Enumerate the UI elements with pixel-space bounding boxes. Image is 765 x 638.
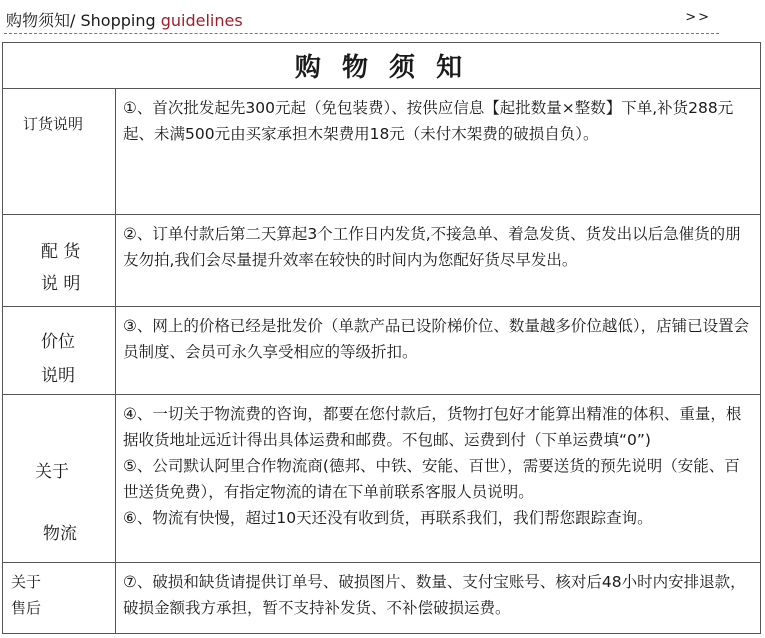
row-content-cell — [116, 215, 760, 306]
row-label-line-1: 关于 — [11, 573, 42, 591]
table-row-fulfillment — [3, 215, 760, 307]
header-title-text: 购物须知/ Shopping — [6, 11, 161, 30]
row-paragraph: ②、订单付款后第二天算起3个工作日内发货,不接急单、着急发货、货发出以后急催货的朋友勿拍,我们会尽量提升效率在较快的时间内为您配好货尽早发出。 — [123, 225, 741, 269]
row-label-cell — [3, 395, 116, 562]
row-paragraph: ③、网上的价格已经是批发价（单款产品已设阶梯价位、数量越多价位越低），店铺已设置会员制度、会员可永久享受相应的等级折扣。 — [123, 317, 750, 361]
row-label-line-1: 价位 — [41, 332, 75, 352]
row-label-line-2: 物流 — [43, 524, 77, 544]
table-row-ordering — [3, 89, 760, 215]
table-row-pricing — [3, 307, 760, 395]
row-label-line-2: 说 明 — [41, 274, 81, 294]
row-label-cell — [3, 307, 116, 394]
page-header — [4, 6, 761, 32]
row-paragraph: ①、首次批发起先300元起（免包装费）、按供应信息【起批数量×整数】下单,补货288元起、未满500元由买家承担木架费用18元（未付木架费的破损自负）。 — [123, 99, 734, 143]
row-label-line-1: 配 货 — [41, 242, 81, 262]
row-label-line-2: 售后 — [11, 599, 42, 617]
header-divider — [4, 33, 719, 34]
table-row-logistics — [3, 395, 760, 563]
row-label-cell — [3, 563, 116, 633]
row-content-cell — [116, 395, 760, 562]
row-content-cell — [116, 563, 760, 633]
row-paragraph: ④、一切关于物流费的咨询，都要在您付款后，货物打包好才能算出精准的体积、重量，根据收货地址远近计得出具体运费和邮费。不包邮、运费到付（下单运费填“0”) — [123, 405, 742, 449]
row-label-line-2: 说明 — [41, 366, 75, 386]
row-label-cell — [3, 89, 116, 214]
row-label-line-1: 关于 — [35, 462, 69, 482]
more-link[interactable]: >> — [685, 10, 711, 25]
row-paragraph: ⑤、公司默认阿里合作物流商(德邦、中铁、安能、百世），需要送货的预先说明（安能、百世送货免费），有指定物流的请在下单前联系客服人员说明。 — [123, 457, 740, 501]
row-label: 订货说明 — [23, 115, 84, 133]
row-paragraph: ⑥、物流有快慢，超过10天还没有收到货，再联系我们，我们帮您跟踪查询。 — [123, 509, 653, 527]
table-title: 购 物 须 知 — [294, 53, 469, 83]
header-title — [6, 8, 243, 31]
row-label-cell — [3, 215, 116, 306]
row-paragraph: ⑦、破损和缺货请提供订单号、破损图片、数量、支付宝账号、核对后48小时内安排退款，破损金额我方承担，暂不支持补发货、不补偿破损运费。 — [123, 573, 746, 617]
row-content-cell — [116, 89, 760, 214]
row-content-cell — [116, 307, 760, 394]
table-title-row — [3, 43, 760, 89]
guidelines-table — [2, 42, 761, 634]
header-title-accent: guidelines — [160, 11, 243, 30]
table-row-after-sales — [3, 563, 760, 633]
